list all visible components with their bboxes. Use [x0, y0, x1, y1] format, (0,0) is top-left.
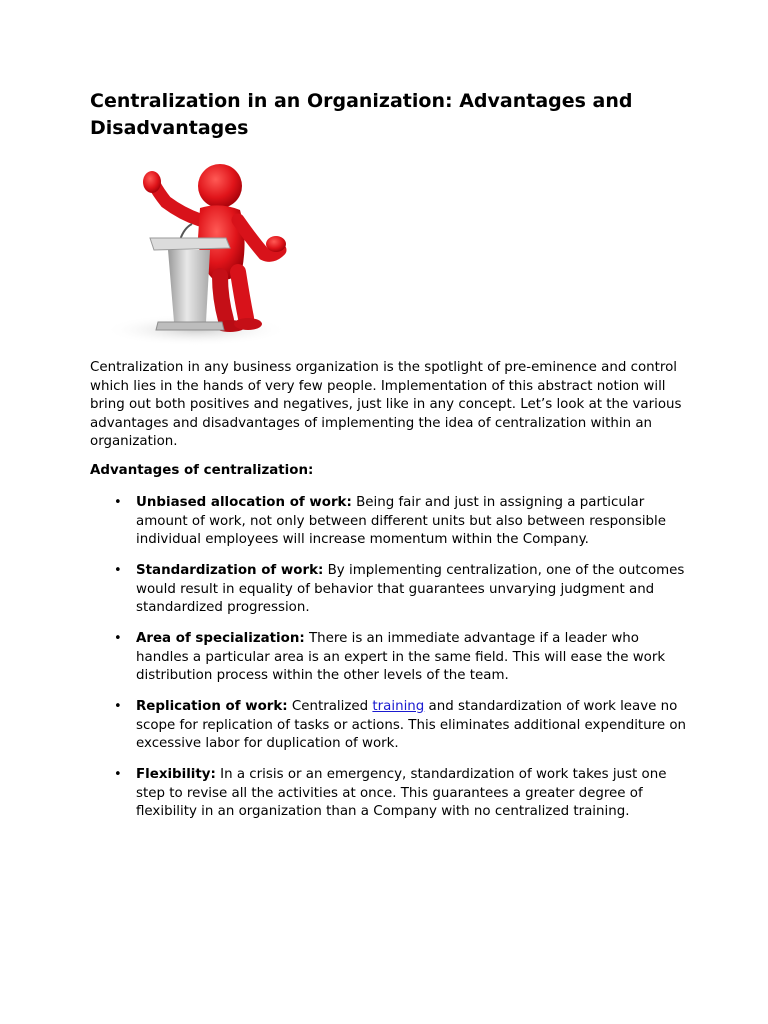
advantages-list [90, 494, 690, 822]
item-text: Being fair and just in assigning a particular amount of work, not only between different units but also between responsible individual employees will increase momentum within the Company. [136, 495, 667, 547]
item-term: Unbiased allocation of work: [136, 495, 352, 510]
list-item [90, 766, 690, 822]
item-text-before: Centralized [287, 699, 373, 714]
advantages-heading: Advantages of centralization: [90, 463, 314, 478]
item-text: By implementing centralization, one of the outcomes would result in equality of behavior that guarantees unvarying judgment and standardized progression. [136, 563, 685, 615]
item-term: Replication of work: [136, 699, 288, 714]
bullet-icon: • [114, 699, 122, 714]
list-item [90, 698, 690, 754]
item-term: Flexibility: [136, 767, 216, 782]
page-title: Centralization in an Organization: Advantages and Disadvantages [90, 90, 633, 139]
speaker-at-podium-icon [96, 158, 292, 348]
bullet-icon: • [114, 495, 122, 510]
training-link[interactable]: training [372, 699, 425, 714]
list-item [90, 562, 690, 618]
list-item [90, 630, 690, 686]
item-text-after: and standardization of work leave no scope for replication of tasks or actions. This eliminates additional expenditure on excessive labor for duplication of work. [136, 699, 687, 751]
item-text: In a crisis or an emergency, standardization of work takes just one step to revise all the activities at once. This guarantees a greater degree of flexibility in an organization than a Company with no centralized training. [136, 767, 667, 819]
item-term: Standardization of work: [136, 563, 324, 578]
bullet-icon: • [114, 767, 122, 782]
intro-paragraph: Centralization in any business organization is the spotlight of pre-eminence and control which lies in the hands of very few people. Implementation of this abstract notion will bring out both positives and negatives, just like in any concept. Let’s look at the various advantages and disadvantages of implementing the idea of centralization within an organization. [90, 360, 682, 449]
item-term: Area of specialization: [136, 631, 305, 646]
list-item [90, 494, 690, 550]
bullet-icon: • [114, 631, 122, 646]
item-text: There is an immediate advantage if a leader who handles a particular area is an expert in the same field. This will ease the work distribution process within the other levels of the team. [136, 631, 666, 683]
bullet-icon: • [114, 563, 122, 578]
